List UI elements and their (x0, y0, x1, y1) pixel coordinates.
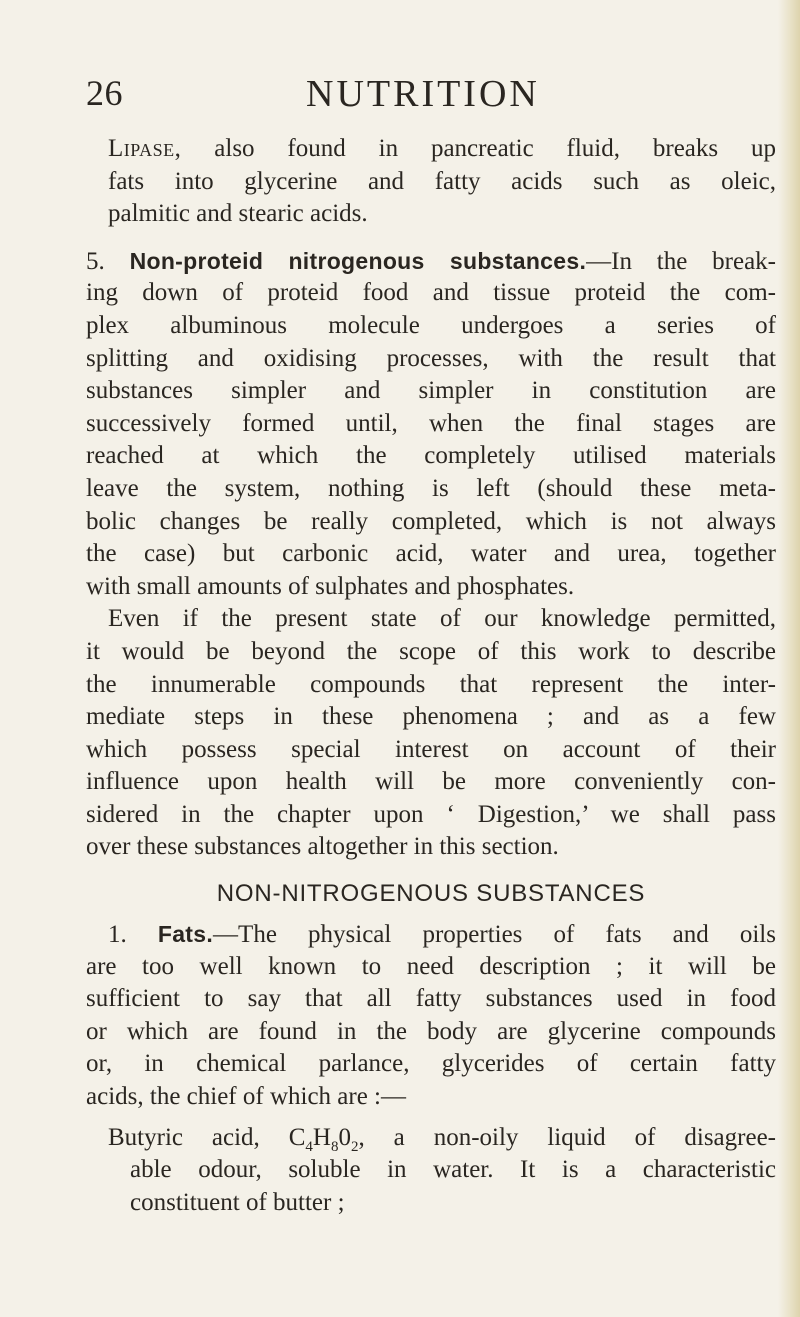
page-edge-shadow (778, 0, 800, 1317)
text-line: over these substances altogether in this section. (86, 833, 559, 861)
text-fragment: , a non-oily liquid of disagree- (358, 1123, 776, 1151)
lipase-term: Lipase, (108, 135, 182, 162)
text-line: palmitic and stearic acids. (108, 200, 368, 228)
text-line (86, 133, 776, 166)
text-line: plex albuminous molecule undergoes a series of (86, 311, 776, 339)
text-fragment: Butyric acid, C (108, 1123, 306, 1151)
text-line: the innumerable compounds that represent the inter- (86, 670, 776, 698)
text-fragment: —The physical properties of fats and oils (213, 921, 776, 949)
text-line: Even if the present state of our knowledge permitted, (108, 605, 776, 633)
text-line: are too well known to need description ; it will be (86, 952, 776, 980)
text-line: successively formed until, when the final stages are (86, 409, 776, 437)
text-line: which possess special interest on account of their (86, 735, 776, 763)
section-number: 1. (108, 921, 127, 949)
text-line: substances simpler and simpler in constitution are (86, 377, 776, 405)
text-fragment: 0 (338, 1123, 351, 1151)
text-line: constituent of butter ; (130, 1188, 345, 1216)
subscript: 2 (350, 1138, 359, 1155)
page-number: 26 (86, 73, 123, 113)
fats-paragraph (86, 918, 776, 1114)
text-line: the case) but carbonic acid, water and urea, together (86, 540, 776, 568)
text-line: reached at which the completely utilised materials (86, 442, 776, 470)
subscript: 4 (305, 1138, 313, 1155)
text-line: sidered in the chapter upon ‘ Digestion,’ we shall pass (86, 800, 776, 828)
body-text (86, 133, 776, 1219)
running-head: NUTRITION (306, 73, 540, 115)
text-line: fats into glycerine and fatty acids such as oleic, (108, 167, 776, 195)
text-fragment: H (312, 1123, 331, 1151)
section-heading-non-nitrogenous: NON-NITROGENOUS SUBSTANCES (216, 880, 646, 908)
knowledge-paragraph (86, 603, 776, 864)
text-line (86, 245, 776, 278)
text-fragment: —In the break- (586, 247, 776, 275)
butyric-acid-entry (86, 1122, 776, 1220)
text-line: it would be beyond the scope of this work to describe (86, 637, 776, 665)
section-heading: Non-proteid nitrogenous substances. (129, 247, 587, 274)
subscript: 8 (330, 1138, 339, 1155)
text-line: ing down of proteid food and tissue proteid the com- (86, 279, 776, 307)
text-line: leave the system, nothing is left (should these meta- (86, 474, 776, 502)
text-line: sufficient to say that all fatty substances used in food (86, 985, 776, 1013)
lipase-paragraph (86, 133, 776, 231)
text-line: with small amounts of sulphates and phosphates. (86, 572, 575, 600)
paragraph-gap (86, 1114, 776, 1122)
text-line: bolic changes be really completed, which is not always (86, 507, 776, 535)
text-line: or, in chemical parlance, glycerides of certain fatty (86, 1050, 776, 1078)
fats-heading: Fats. (157, 921, 214, 948)
text-line: splitting and oxidising processes, with the result that (86, 344, 776, 372)
text-line: able odour, soluble in water. It is a characteristic (130, 1156, 776, 1184)
text-line (86, 1122, 776, 1155)
section-5-paragraph (86, 245, 776, 604)
page-header (86, 72, 776, 122)
text-fragment: also found in pancreatic fluid, breaks up (214, 135, 777, 162)
text-line: acids, the chief of which are :— (86, 1083, 407, 1111)
text-line: or which are found in the body are glycerine compounds (86, 1017, 776, 1045)
paragraph-gap (86, 231, 776, 245)
text-line: influence upon health will be more conveniently con- (86, 768, 776, 796)
text-line: mediate steps in these phenomena ; and as a few (86, 703, 776, 731)
text-line (86, 918, 776, 951)
section-number: 5. (86, 247, 105, 275)
